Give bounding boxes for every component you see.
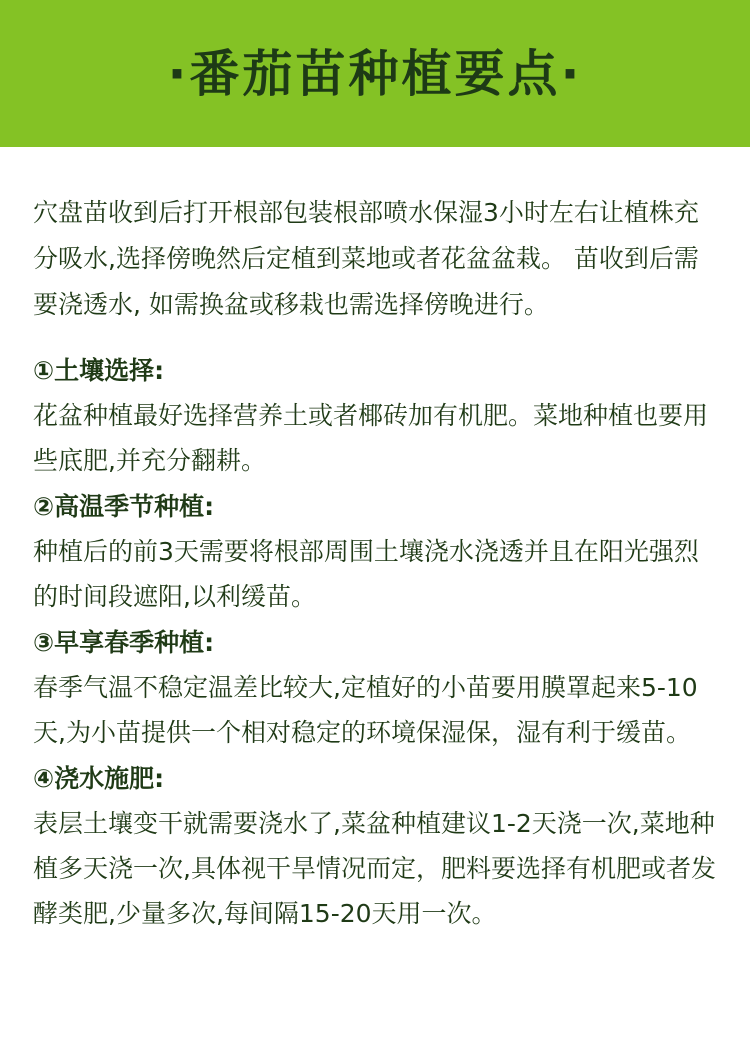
section-soil bbox=[33, 349, 723, 483]
section-body: 表层土壤变干就需要浇水了,菜盆种植建议1-2天浇一次,菜地种植多天浇一次,具体视干旱情况而定，肥料要选择有机肥或者发酵类肥,少量多次,每间隔15-20天用一次。 bbox=[33, 809, 716, 928]
section-heading: ③早享春季种植: bbox=[33, 628, 215, 657]
section-body: 春季气温不稳定温差比较大,定植好的小苗要用膜罩起来5-10天,为小苗提供一个相对稳定的环境保湿保，湿有利于缓苗。 bbox=[33, 673, 698, 747]
section-heading: ②高温季节种植: bbox=[33, 492, 215, 521]
section-body: 花盆种植最好选择营养土或者椰砖加有机肥。菜地种植也要用些底肥,并充分翻耕。 bbox=[33, 401, 709, 475]
section-body: 种植后的前3天需要将根部周围土壤浇水浇透并且在阳光强烈的时间段遮阳,以利缓苗。 bbox=[33, 537, 699, 611]
section-spring bbox=[33, 621, 723, 755]
intro-paragraph: 穴盘苗收到后打开根部包装根部喷水保湿3小时左右让植株充分吸水,选择傍晚然后定植到菜地或者花盆盆栽。 苗收到后需要浇透水, 如需换盆或移栽也需选择傍晚进行。 bbox=[33, 198, 699, 319]
section-heading: ④浇水施肥: bbox=[33, 764, 165, 793]
title-banner bbox=[0, 0, 750, 147]
article-content bbox=[33, 190, 723, 938]
section-heading: ①土壤选择: bbox=[33, 356, 165, 385]
page-title: ·番茄苗种植要点· bbox=[167, 44, 583, 103]
section-watering bbox=[33, 757, 723, 936]
section-high-temp bbox=[33, 485, 723, 619]
